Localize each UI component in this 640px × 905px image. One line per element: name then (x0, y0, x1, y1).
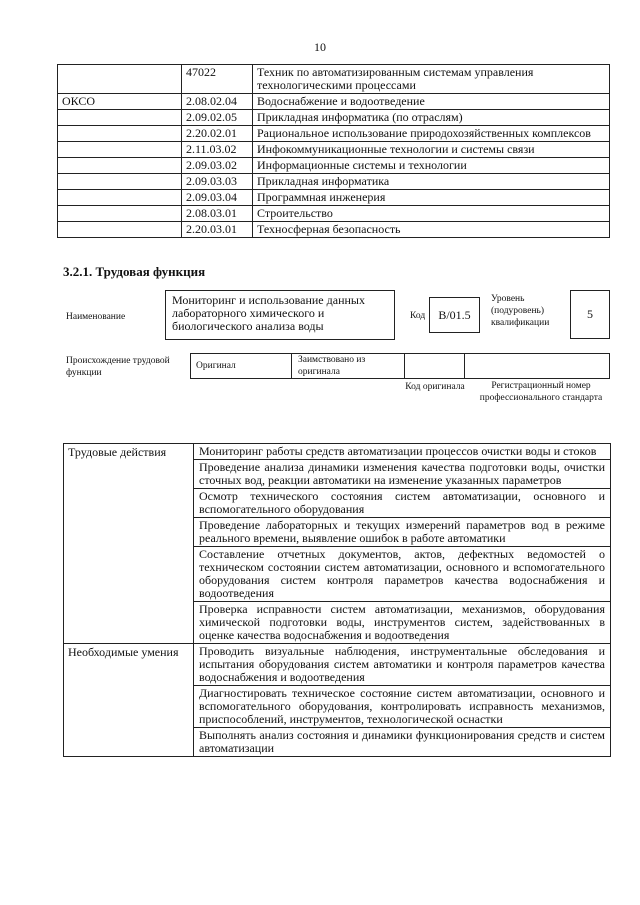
okso-row (58, 222, 610, 238)
page-number: 10 (314, 40, 326, 54)
okso-code-cell: 2.09.02.05 (182, 110, 253, 126)
section-title: 3.2.1. Трудовая функция (63, 264, 206, 279)
category-cell: Необходимые умения (64, 644, 194, 757)
okso-row (58, 126, 610, 142)
okso-name-cell: Строительство (253, 206, 610, 222)
okso-name-cell: Водоснабжение и водоотведение (253, 94, 610, 110)
okso-row (58, 190, 610, 206)
okso-row (58, 65, 610, 94)
okso-row (58, 174, 610, 190)
okso-category-cell: ОКСО (58, 94, 182, 110)
okso-code-cell: 2.11.03.02 (182, 142, 253, 158)
okso-category-cell (58, 190, 182, 206)
okso-category-cell (58, 174, 182, 190)
okso-category-cell (58, 206, 182, 222)
level-box (570, 290, 610, 339)
function-name-value: Мониторинг и использование данных лабораторного химического и биологического анализа воды (172, 293, 365, 333)
okso-name-cell: Программная инженерия (253, 190, 610, 206)
reg-number-label: Регистрационный номер профессионального стандарта (479, 381, 603, 403)
original-label: Оригинал (196, 361, 236, 371)
okso-category-cell (58, 142, 182, 158)
code-label: Код (410, 311, 426, 321)
okso-code-cell: 2.09.03.04 (182, 190, 253, 206)
okso-code-cell: 2.09.03.03 (182, 174, 253, 190)
okso-name-cell: Рациональное использование природохозяйственных комплексов (253, 126, 610, 142)
borrowed-cell (292, 353, 405, 379)
okso-category-cell (58, 110, 182, 126)
okso-name-cell: Информационные системы и технологии (253, 158, 610, 174)
function-name-box (165, 290, 395, 340)
code-original-cell (405, 353, 465, 379)
labor-function-table (63, 443, 611, 757)
function-item-cell: Проведение анализа динамики изменения качества подготовки воды, очистки сточных вод, реакции автоматики на изменение указанных параметров (194, 460, 611, 489)
function-item-cell: Составление отчетных документов, актов, дефектных ведомостей о техническом состоянии систем автоматизации, основного и вспомогательного оборудования систем контроля параметров качества водоснабжения и водоотведения (194, 547, 611, 602)
original-cell (190, 353, 292, 379)
okso-name-cell: Техносферная безопасность (253, 222, 610, 238)
okso-row (58, 206, 610, 222)
okso-name-cell: Инфокоммуникационные технологии и системы связи (253, 142, 610, 158)
okso-code-cell: 2.20.03.01 (182, 222, 253, 238)
origin-label: Происхождение трудовой функции (66, 356, 170, 378)
code-value: B/01.5 (438, 308, 471, 322)
okso-category-cell (58, 222, 182, 238)
okso-category-cell (58, 126, 182, 142)
function-item-cell: Выполнять анализ состояния и динамики функционирования средств и систем автоматизации (194, 728, 611, 757)
okso-table (57, 64, 610, 238)
okso-row (58, 110, 610, 126)
function-row (64, 444, 611, 460)
okso-code-cell: 47022 (182, 65, 253, 94)
okso-code-cell: 2.08.03.01 (182, 206, 253, 222)
function-item-cell: Проводить визуальные наблюдения, инструментальные обследования и испытания оборудования систем автоматики и контроля параметров качества водоснабжения и водоотведения (194, 644, 611, 686)
borrowed-label: Заимствовано из оригинала (298, 355, 366, 377)
level-value: 5 (587, 307, 593, 321)
function-item-cell: Проведение лабораторных и текущих измерений параметров вод в режиме реального времени, выявление ошибок в работе автоматики (194, 518, 611, 547)
name-label: Наименование (66, 312, 126, 322)
okso-row (58, 94, 610, 110)
okso-name-cell: Техник по автоматизированным системам управления технологическими процессами (253, 65, 610, 94)
okso-category-cell (58, 65, 182, 94)
okso-name-cell: Прикладная информатика (по отраслям) (253, 110, 610, 126)
okso-row (58, 158, 610, 174)
function-item-cell: Проверка исправности систем автоматизации, механизмов, оборудования химической подготовки воды, инструментов систем, задействованных в оценке качества водоснабжения и водоотведения (194, 602, 611, 644)
okso-name-cell: Прикладная информатика (253, 174, 610, 190)
function-item-cell: Мониторинг работы средств автоматизации процессов очистки воды и стоков (194, 444, 611, 460)
okso-row (58, 142, 610, 158)
okso-code-cell: 2.08.02.04 (182, 94, 253, 110)
okso-code-cell: 2.09.03.02 (182, 158, 253, 174)
okso-category-cell (58, 158, 182, 174)
code-box (429, 297, 480, 333)
function-row (64, 644, 611, 686)
okso-code-cell: 2.20.02.01 (182, 126, 253, 142)
function-item-cell: Осмотр технического состояния систем автоматизации, основного и вспомогательного оборудования (194, 489, 611, 518)
level-label: Уровень (подуровень) квалификации (491, 294, 550, 328)
code-original-label: Код оригинала (405, 382, 465, 392)
category-cell: Трудовые действия (64, 444, 194, 644)
function-item-cell: Диагностировать техническое состояние систем автоматизации, основного и вспомогательного оборудования, контролировать исправность механизмов, приспособлений, инструментов, технологической оснастки (194, 686, 611, 728)
